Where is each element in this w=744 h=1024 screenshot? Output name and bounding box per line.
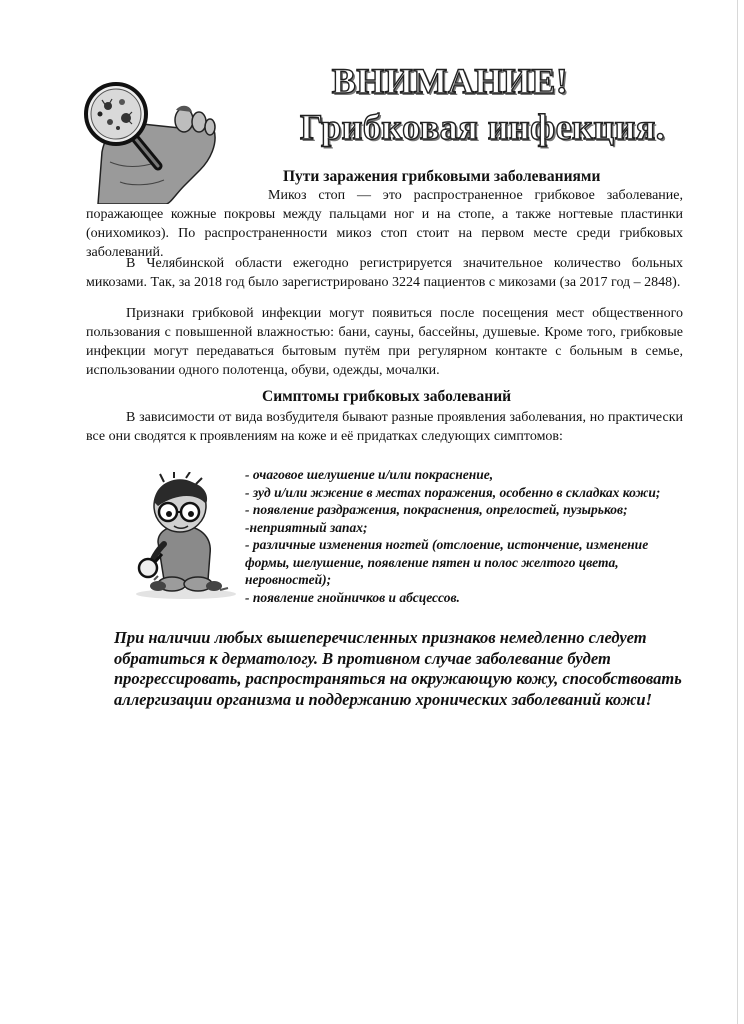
symptoms-list [245, 466, 685, 606]
page-edge [737, 0, 738, 1024]
symptom-item: -неприятный запах; [245, 519, 368, 535]
section-heading-infection-routes: Пути заражения грибковыми заболеваниями [283, 168, 601, 185]
symptom-item: - появление раздражения, покраснения, опрелостей, пузырьков; [245, 502, 628, 517]
paragraph-symptoms-intro: В зависимости от вида возбудителя бывают разные проявления заболевания, но практически все они сводятся к проявлениям на коже и её придатках следующих симптомов: [86, 410, 683, 444]
paragraph-mycosis-definition: Микоз стоп — это распространенное грибковое заболевание, поражающее кожные покровы между пальцами ног и на стопе, а также ногтевые пластинки (онихомикоз). По распространенности микоз стоп стоит на первом месте среди грибковых заболеваний. [86, 188, 683, 260]
section-heading-symptoms: Симптомы грибковых заболеваний [262, 388, 512, 405]
page-title-line2: Грибковая инфекция. [300, 107, 666, 147]
symptom-item: - очаговое шелушение и/или покраснение, [245, 467, 494, 482]
paragraph-chelyabinsk-statistics: В Челябинской области ежегодно регистрируется значительное количество больных микозами. Так, за 2018 год было зарегистрировано 3224 пациентов с микозами (за 2017 год – 2848). [86, 256, 683, 290]
dermatologist-warning: При наличии любых вышеперечисленных признаков немедленно следует обратиться к дерматологу. В противном случае заболевание будет прогрессировать, распространяться на окружающую кожу, способствовать аллергизации организма и поддержанию хронических заболеваний кожи! [114, 628, 682, 709]
paragraph-infection-places: Признаки грибковой инфекции могут появиться после посещения мест общественного пользования с повышенной влажностью: бани, сауны, бассейны, душевые. Кроме того, грибковые инфекции могут передаваться бытовым путём при регулярном контакте с больным в семье, использовании одного полотенца, обуви, одежды, мочалки. [86, 306, 683, 378]
symptom-item: - различные изменения ногтей (отслоение, истончение, изменение формы, шелушение, появление пятен и полос желтого цвета, неровностей); [245, 537, 649, 587]
symptom-item: - зуд и/или жжение в местах поражения, особенно в складках кожи; [245, 484, 661, 500]
page-title-line1: ВНИМАНИЕ! [331, 61, 569, 101]
symptom-item: - появление гнойничков и абсцессов. [245, 589, 460, 605]
title-block [300, 58, 666, 150]
child-magnifier-illustration [128, 472, 240, 600]
